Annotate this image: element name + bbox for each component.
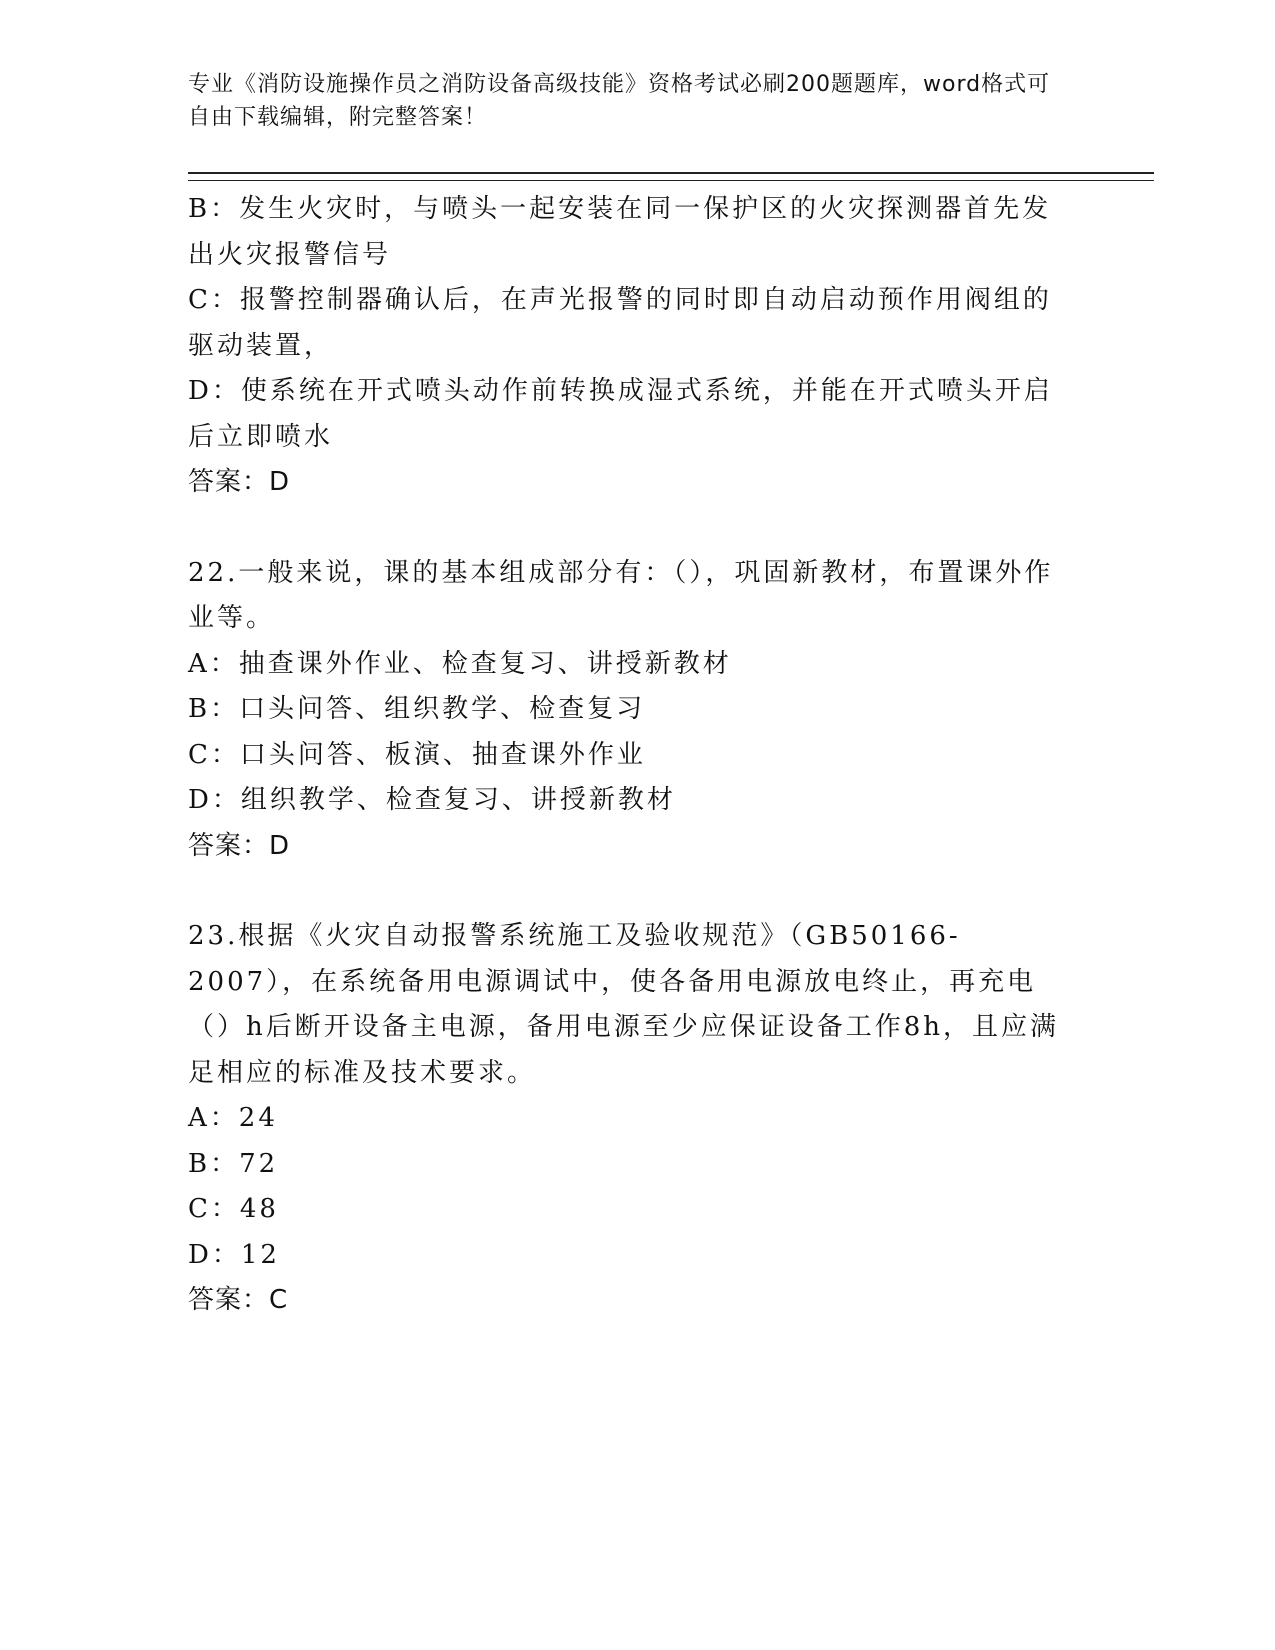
q23-option-c: C：48 — [188, 1194, 279, 1224]
q22-answer: 答案：D — [188, 830, 291, 861]
document-header-title: 专业《消防设施操作员之消防设备高级技能》资格考试必刷200题题库，word格式可自由下载编辑，附完整答案！ — [188, 72, 1051, 130]
q22-option-a: A：抽查课外作业、检查复习、讲授新教材 — [188, 648, 732, 679]
q22-question: 22.一般来说，课的基本组成部分有：（），巩固新教材，布置课外作业等。 — [188, 557, 1054, 633]
header-divider — [188, 172, 1154, 181]
q21-option-c: C：报警控制器确认后，在声光报警的同时即自动启动预作用阀组的驱动装置， — [188, 285, 1052, 361]
q23-option-d: D：12 — [188, 1239, 280, 1270]
question-list — [188, 187, 1068, 1324]
question-gap — [188, 506, 1068, 551]
q23-option-b: B：72 — [188, 1148, 279, 1179]
question-gap — [188, 869, 1068, 914]
document-page — [188, 68, 1148, 1324]
q21-option-d: D：使系统在开式喷头动作前转换成湿式系统，并能在开式喷头开启后立即喷水 — [188, 376, 1053, 452]
q23-option-a: A：24 — [188, 1103, 278, 1133]
q21-option-b: B：发生火灾时，与喷头一起安装在同一保护区的火灾探测器首先发出火灾报警信号 — [188, 194, 1052, 270]
q23-question: 23.根据《火灾自动报警系统施工及验收规范》（GB50166-2007），在系统备用电源调试中，使各备用电源放电终止，再充电（）h后断开设备主电源，备用电源至少应保证设备工作8h，且应满足相应的标准及技术要求。 — [188, 921, 1060, 1088]
q22-option-b: B：口头问答、组织教学、检查复习 — [188, 694, 646, 724]
q23-answer: 答案：C — [188, 1285, 289, 1315]
q22-option-c: C：口头问答、板演、抽查课外作业 — [188, 739, 646, 770]
q22-option-d: D：组织教学、检查复习、讲授新教材 — [188, 785, 676, 815]
q21-answer: 答案：D — [188, 467, 291, 497]
